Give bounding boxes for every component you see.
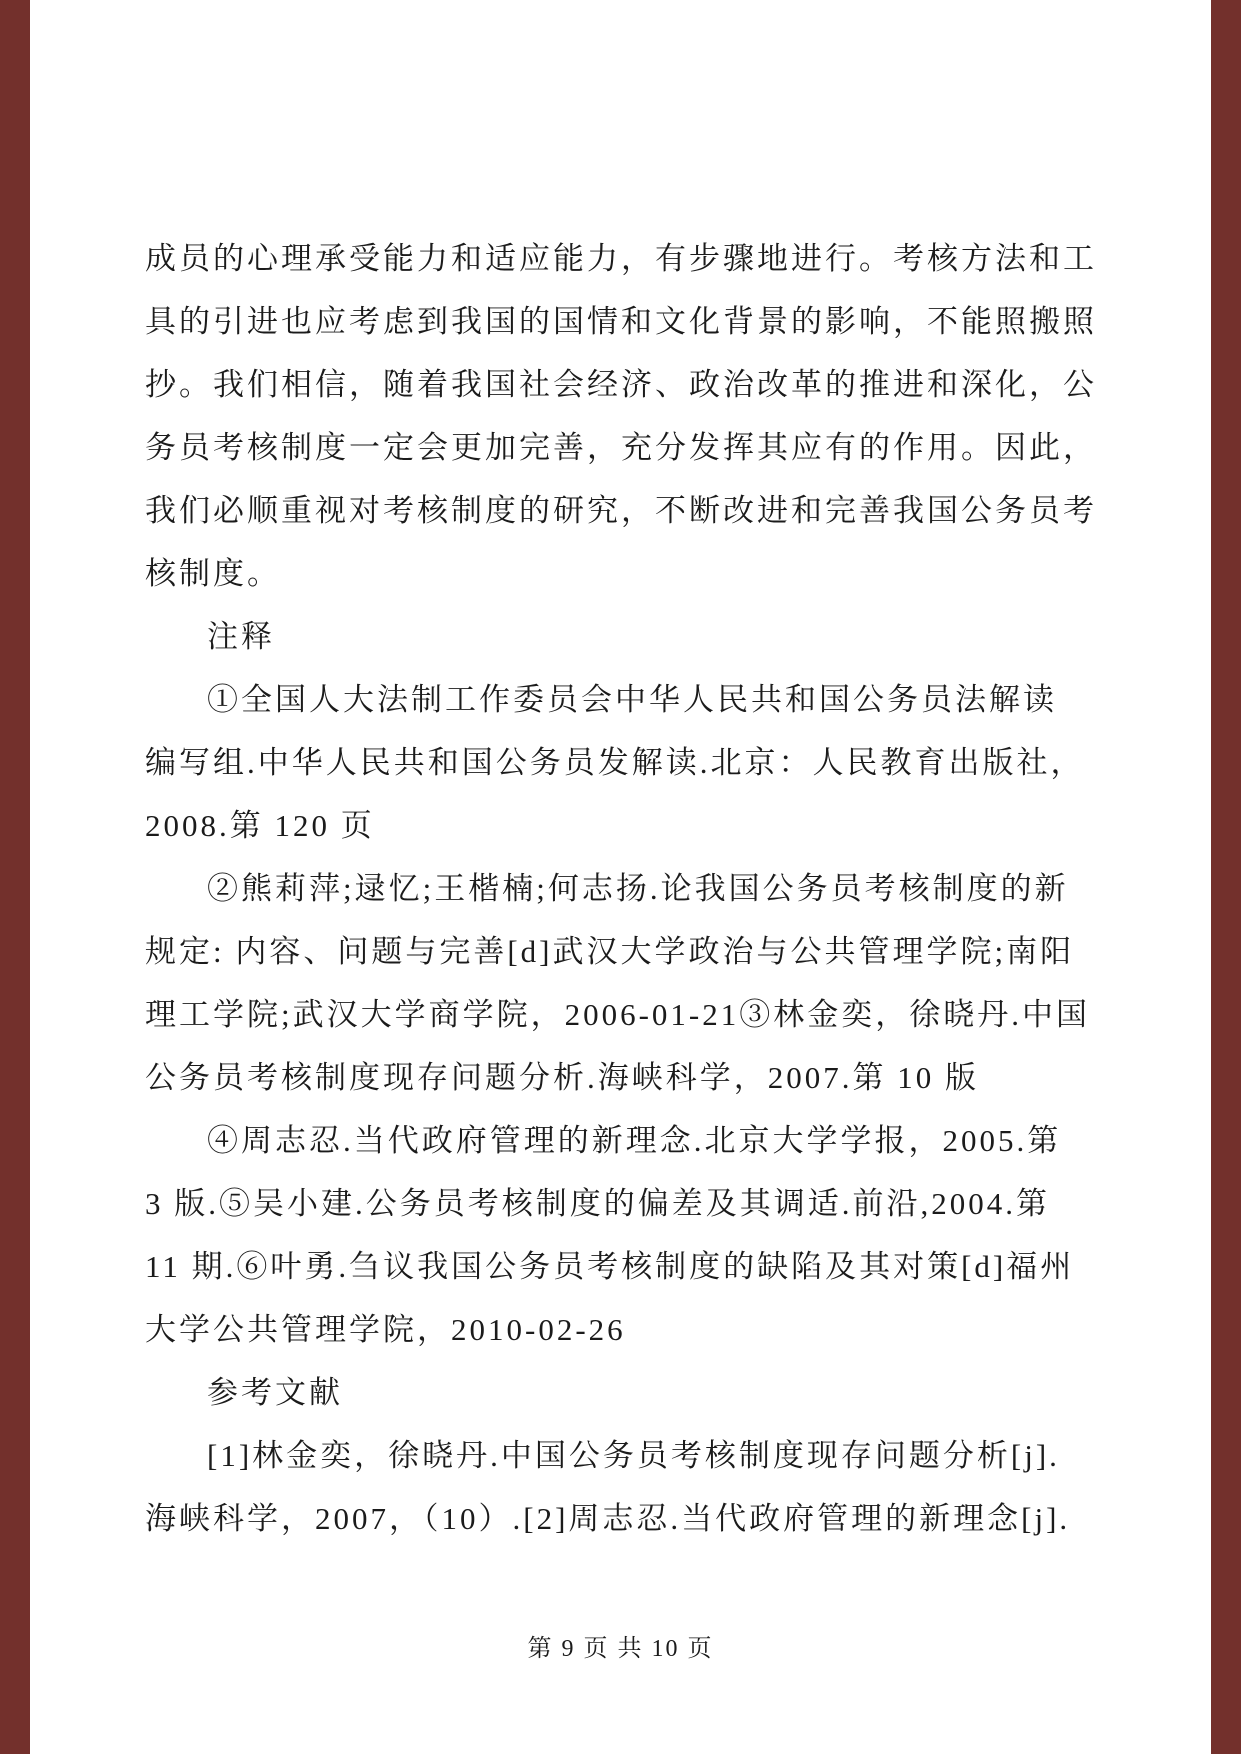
left-edge-border	[0, 0, 30, 1754]
text-line: 公务员考核制度现存问题分析.海峡科学，2007.第 10 版	[145, 1060, 979, 1095]
page-number-footer: 第 9 页 共 10 页	[527, 1636, 714, 1662]
text-line: 3 版.⑤吴小建.公务员考核制度的偏差及其调适.前沿,2004.第	[145, 1186, 1050, 1221]
references-heading: 参考文献	[207, 1375, 343, 1410]
text-line: 理工学院;武汉大学商学院，2006-01-21③林金奕，徐晓丹.中国	[145, 997, 1091, 1032]
text-line: 规定: 内容、问题与完善[d]武汉大学政治与公共管理学院;南阳	[145, 934, 1075, 969]
text-line: 抄。我们相信，随着我国社会经济、政治改革的推进和深化，公	[145, 367, 1097, 402]
text-line: 编写组.中华人民共和国公务员发解读.北京：人民教育出版社，	[145, 745, 1085, 780]
text-line: 具的引进也应考虑到我国的国情和文化背景的影响，不能照搬照	[145, 304, 1097, 339]
text-line: 海峡科学，2007，（10）.[2]周志忍.当代政府管理的新理念[j].	[145, 1501, 1071, 1536]
text-line: ①全国人大法制工作委员会中华人民共和国公务员法解读	[207, 682, 1057, 717]
text-line: 务员考核制度一定会更加完善，充分发挥其应有的作用。因此，	[145, 430, 1097, 465]
text-line: 大学公共管理学院，2010-02-26	[145, 1312, 626, 1347]
text-line: 11 期.⑥叶勇.刍议我国公务员考核制度的缺陷及其对策[d]福州	[145, 1249, 1075, 1284]
document-body	[145, 227, 1113, 1550]
text-line: [1]林金奕，徐晓丹.中国公务员考核制度现存问题分析[j].	[207, 1438, 1060, 1473]
text-line: 我们必顺重视对考核制度的研究，不断改进和完善我国公务员考	[145, 493, 1097, 528]
text-line: ④周志忍.当代政府管理的新理念.北京大学学报，2005.第	[207, 1123, 1062, 1158]
notes-heading: 注释	[207, 619, 275, 654]
text-line: ②熊莉萍;逯忆;王楷楠;何志扬.论我国公务员考核制度的新	[207, 871, 1069, 906]
text-line: 成员的心理承受能力和适应能力，有步骤地进行。考核方法和工	[145, 241, 1097, 276]
text-line: 2008.第 120 页	[145, 808, 375, 843]
right-edge-border	[1211, 0, 1241, 1754]
text-line: 核制度。	[145, 556, 281, 591]
